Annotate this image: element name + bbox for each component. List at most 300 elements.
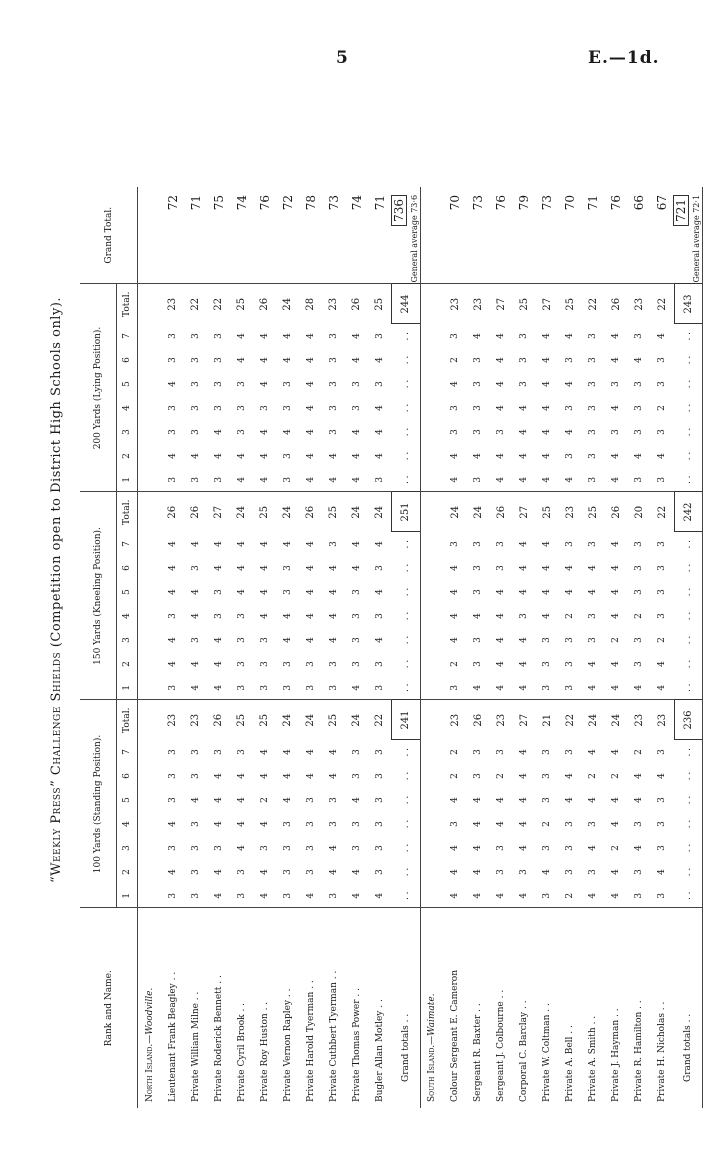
shot-score: 3 [236,613,247,619]
placeholder-dots: . . [392,444,421,468]
shot-score: 4 [513,676,536,700]
placeholder-dots: . . [392,740,421,764]
shot-score: 3 [634,869,644,875]
empty-cell [420,676,444,700]
competitor-name: Private Roderick Bennett . . [213,975,224,1102]
shot-score: 3 [374,381,385,387]
shot-score: 3 [588,869,598,875]
table-row [559,187,582,1108]
table-row [253,187,276,1108]
grand-total: 71 [368,187,392,284]
shot-score: 3 [190,845,201,851]
shot-score: 3 [582,468,605,492]
header-total: Total. [117,284,138,324]
shot-score: 4 [473,797,483,803]
shot-score: 3 [213,613,224,619]
grand-total: 73 [322,187,345,284]
competitor-name: Colour Sergeant E. Cameron [450,969,460,1102]
competitor-name: Private Thomas Power . . [351,988,362,1102]
shot-score: 3 [305,821,316,827]
shot-score: 4 [490,884,513,908]
shot-score: 4 [213,565,224,571]
shot-score: 3 [259,637,270,643]
competitor-name: Private Vernon Rapley . . [282,988,293,1102]
range-total: 24 [236,505,247,519]
shot-score: 4 [542,869,552,875]
shot-score: 3 [322,676,345,700]
empty-cell [420,700,444,740]
shot-score: 4 [236,845,247,851]
shot-score: 4 [588,565,598,571]
empty-cell [420,788,444,812]
shot-score: 4 [213,453,224,459]
shot-score: 3 [351,773,362,779]
empty-cell [420,492,444,532]
placeholder-dots: . . [392,372,421,396]
competitor-name: Private Roy Huston . . [259,1001,270,1102]
shot-score: 3 [259,661,270,667]
range-total: 26 [259,297,270,311]
shot-score: 4 [611,797,621,803]
grand-total: 67 [651,187,675,284]
shot-score: 4 [519,429,529,435]
grand-total-cell [674,187,703,284]
header-shot-number: 6 [117,348,138,372]
shot-score: 3 [167,333,178,339]
shot-score: 3 [657,821,668,827]
competitor-name: Private Cyril Brook . . [236,1002,247,1102]
shot-score: 3 [519,357,529,363]
header-shot-number: 2 [117,444,138,468]
competitor-name: Corporal C. Barclay . . [519,1000,529,1102]
shot-score: 4 [213,773,224,779]
shot-score: 4 [190,541,201,547]
shot-score: 4 [374,405,385,411]
shot-score: 4 [473,821,483,827]
shot-score: 3 [628,884,651,908]
shot-score: 4 [519,405,529,411]
shot-score: 3 [565,821,575,827]
empty-cell [138,187,162,284]
shot-score: 4 [236,333,247,339]
shot-score: 3 [236,661,247,667]
range-total: 23 [472,297,484,311]
shot-score: 4 [236,541,247,547]
grand-total-cell [392,187,421,284]
shot-score: 3 [374,821,385,827]
shot-score: 4 [259,541,270,547]
shot-score: 3 [328,381,339,387]
placeholder-dots: . . [674,348,703,372]
header-shot-number: 7 [117,740,138,764]
shot-score: 4 [374,541,385,547]
shot-score: 4 [282,797,293,803]
shot-score: 3 [167,845,178,851]
placeholder-dots: . . [392,652,421,676]
shot-score: 4 [496,589,506,595]
table-row [161,187,184,1108]
shot-score: 3 [184,884,207,908]
placeholder-dots: . . [392,788,421,812]
shot-score: 4 [634,453,644,459]
island-heading-prefix: South Island.— [427,1035,437,1102]
range-total: 23 [633,713,645,727]
shot-score: 4 [565,565,575,571]
range-grand-total: 251 [392,492,421,532]
shot-score: 4 [236,565,247,571]
header-shot-number: 5 [117,788,138,812]
shot-score: 4 [657,453,668,459]
shot-score: 4 [167,661,178,667]
shot-score: 4 [299,884,322,908]
shot-score: 4 [207,884,230,908]
range-total: 21 [541,713,553,727]
shot-score: 4 [259,773,270,779]
placeholder-dots: . . [674,764,703,788]
shot-score: 4 [496,821,506,827]
shot-score: 3 [657,565,668,571]
shot-score: 3 [190,821,201,827]
empty-cell [420,860,444,884]
empty-cell [138,788,162,812]
shot-score: 3 [657,797,668,803]
shot-score: 3 [253,676,276,700]
shot-score: 4 [611,565,621,571]
placeholder-dots: . . [392,628,421,652]
shot-score: 3 [657,357,668,363]
competitor-name: Private H. Nicholas . . [657,1001,668,1102]
empty-cell [138,836,162,860]
shot-score: 4 [450,845,460,851]
empty-cell [138,628,162,652]
shot-score: 3 [565,357,575,363]
island-heading-place: Waimate. [427,993,437,1036]
shot-score: 4 [496,797,506,803]
shot-score: 4 [259,333,270,339]
range-total: 27 [541,297,553,311]
header-100-yards: 100 Yards (Standing Position). [80,700,117,908]
shot-score: 4 [490,468,513,492]
shot-score: 4 [305,333,316,339]
shot-score: 4 [282,429,293,435]
shot-score: 4 [473,845,483,851]
empty-cell [138,284,162,324]
grand-total: 74 [230,187,253,284]
shot-score: 4 [542,333,552,339]
table-row [276,187,299,1108]
range-total: 26 [495,505,507,519]
shot-score: 4 [651,676,675,700]
empty-cell [138,556,162,580]
shot-score: 4 [305,749,316,755]
placeholder-dots: . . [392,836,421,860]
range-grand-total: 243 [674,284,703,324]
shot-score: 4 [496,381,506,387]
shot-score: 3 [207,468,230,492]
shot-score: 4 [282,637,293,643]
shot-score: 3 [282,821,293,827]
empty-cell [138,348,162,372]
table-row [299,187,322,1108]
shot-score: 3 [588,429,598,435]
empty-cell [138,884,162,908]
shot-score: 4 [328,613,339,619]
shot-score: 3 [496,541,506,547]
placeholder-dots: . . [674,396,703,420]
shot-score: 2 [450,773,460,779]
shot-score: 4 [450,381,460,387]
range-total: 22 [587,297,599,311]
table-row [368,187,392,1108]
shot-score: 3 [374,773,385,779]
shot-score: 4 [328,773,339,779]
shot-score: 4 [542,565,552,571]
shot-score: 2 [565,613,575,619]
title-close-quote: ” [49,775,64,787]
header-shot-number: 2 [117,860,138,884]
shot-score: 4 [565,589,575,595]
shot-score: 3 [565,405,575,411]
shot-score: 3 [351,749,362,755]
shot-score: 4 [236,797,247,803]
shot-score: 4 [473,613,483,619]
header-total: Total. [117,700,138,740]
competitor-name: Private W. Coltman . . [542,1003,552,1102]
shot-score: 4 [282,333,293,339]
shot-score: 3 [542,797,552,803]
shot-score: 3 [236,429,247,435]
shot-score: 3 [351,661,362,667]
placeholder-dots: . . [674,444,703,468]
title-event: Challenge Shields [49,651,64,776]
shot-score: 2 [450,357,460,363]
shot-score: 3 [351,381,362,387]
shot-score: 4 [351,565,362,571]
range-total: 23 [167,713,178,727]
shot-score: 4 [259,357,270,363]
empty-cell [138,468,162,492]
competitor-name: Private A. Smith . . [588,1015,598,1102]
shot-score: 3 [450,333,460,339]
shot-score: 3 [473,773,483,779]
range-total: 22 [190,297,201,311]
shot-score: 4 [588,661,598,667]
shot-score: 3 [444,676,467,700]
competitor-name: Private A. Bell . . [565,1025,575,1102]
shot-score: 4 [167,541,178,547]
shot-score: 4 [167,381,178,387]
range-total: 25 [259,713,270,727]
shot-score: 4 [519,637,529,643]
range-total: 24 [472,505,484,519]
shot-score: 4 [473,333,483,339]
shot-score: 4 [611,749,621,755]
shot-score: 3 [230,676,253,700]
shot-score: 3 [276,676,299,700]
empty-cell [420,884,444,908]
shot-score: 3 [328,357,339,363]
grand-total: 76 [605,187,628,284]
range-total: 24 [282,505,293,519]
placeholder-dots: . . [392,812,421,836]
shot-score: 3 [450,821,460,827]
shot-score: 4 [565,381,575,387]
shot-score: 3 [473,661,483,667]
shot-score: 3 [450,405,460,411]
placeholder-dots: . . [674,652,703,676]
shot-score: 4 [490,676,513,700]
shot-score: 3 [282,845,293,851]
shot-score: 3 [259,405,270,411]
empty-cell [420,324,444,348]
shot-score: 4 [351,357,362,363]
placeholder-dots: . . [674,676,703,700]
shot-score: 4 [519,661,529,667]
range-total: 28 [305,297,316,311]
shot-score: 3 [473,429,483,435]
shot-score: 4 [305,613,316,619]
shot-score: 3 [328,821,339,827]
range-total: 25 [328,505,339,519]
shot-score: 3 [299,676,322,700]
empty-cell [138,580,162,604]
shot-score: 3 [351,845,362,851]
shot-score: 4 [605,676,628,700]
range-total: 27 [213,505,224,519]
shot-score: 4 [542,613,552,619]
shot-score: 4 [588,797,598,803]
shot-score: 2 [611,637,621,643]
shot-score: 3 [161,468,184,492]
header-shot-number: 3 [117,836,138,860]
shot-score: 4 [611,405,621,411]
shot-score: 3 [651,468,675,492]
shot-score: 3 [351,589,362,595]
placeholder-dots: . . [674,324,703,348]
shot-score: 3 [657,613,668,619]
shot-score: 4 [542,589,552,595]
shot-score: 3 [657,381,668,387]
grand-total: 71 [582,187,605,284]
shot-score: 4 [351,541,362,547]
shot-score: 4 [282,541,293,547]
shot-score: 4 [236,589,247,595]
placeholder-dots: . . [392,604,421,628]
shot-score: 3 [190,429,201,435]
shot-score: 4 [305,541,316,547]
title-publication: Weekly Press [49,786,64,876]
range-total: 22 [656,505,668,519]
shot-score: 4 [496,453,506,459]
range-total: 22 [656,297,668,311]
empty-cell [138,860,162,884]
shot-score: 3 [565,453,575,459]
shot-score: 4 [305,589,316,595]
shot-score: 4 [328,869,339,875]
shot-score: 4 [496,405,506,411]
shot-score: 2 [634,613,644,619]
north-grand-totals-row [392,187,421,1108]
shot-score: 3 [259,845,270,851]
table-row [536,187,559,1108]
table-row [230,187,253,1108]
placeholder-dots: . . [674,628,703,652]
shot-score: 2 [542,821,552,827]
shot-score: 4 [328,589,339,595]
shot-score: 4 [634,357,644,363]
range-total: 23 [328,297,339,311]
shot-score: 3 [282,869,293,875]
shot-score: 4 [496,661,506,667]
shot-score: 3 [634,589,644,595]
empty-cell [420,420,444,444]
shot-score: 3 [213,749,224,755]
shot-score: 4 [374,429,385,435]
shot-score: 4 [634,845,644,851]
shot-score: 3 [634,661,644,667]
shot-score: 4 [374,357,385,363]
empty-cell [138,604,162,628]
table-row [513,187,536,1108]
grand-total: 72 [276,187,299,284]
shot-score: 4 [559,468,582,492]
shot-score: 4 [213,637,224,643]
shot-score: 3 [190,357,201,363]
shot-score: 3 [328,661,339,667]
header-shot-number: 7 [117,324,138,348]
placeholder-dots: . . [674,604,703,628]
range-total: 24 [351,713,362,727]
competitor-name: Lieutenant Frank Beagley . . [167,971,178,1102]
empty-cell [138,372,162,396]
shot-score: 3 [536,884,559,908]
shot-score: 3 [473,541,483,547]
range-total: 26 [610,297,622,311]
island-heading-prefix: North Island.— [144,1034,155,1102]
placeholder-dots: . . [674,860,703,884]
shot-score: 3 [634,381,644,387]
empty-cell [138,740,162,764]
rotated-table-area [40,72,701,1108]
shot-score: 2 [588,773,598,779]
shot-score: 3 [496,565,506,571]
shot-score: 3 [351,821,362,827]
placeholder-dots: . . [392,324,421,348]
shot-score: 3 [519,381,529,387]
placeholder-dots: . . [392,556,421,580]
shot-score: 3 [519,869,529,875]
overall-grand-total: 736 [391,195,407,226]
empty-cell [420,444,444,468]
shot-score: 3 [167,749,178,755]
shot-score: 4 [542,357,552,363]
shot-score: 4 [236,357,247,363]
table-row [444,187,467,1108]
shot-score: 3 [542,661,552,667]
range-total: 23 [449,297,461,311]
shot-score: 3 [236,381,247,387]
shot-score: 4 [322,468,345,492]
range-total: 23 [564,505,576,519]
competitor-name: Sergeant R. Baxter . . [473,1003,483,1102]
shot-score: 4 [605,468,628,492]
shot-score: 4 [259,381,270,387]
empty-cell [138,492,162,532]
shot-score: 4 [450,869,460,875]
range-total: 26 [190,505,201,519]
shot-score: 4 [450,637,460,643]
range-total: 24 [282,713,293,727]
